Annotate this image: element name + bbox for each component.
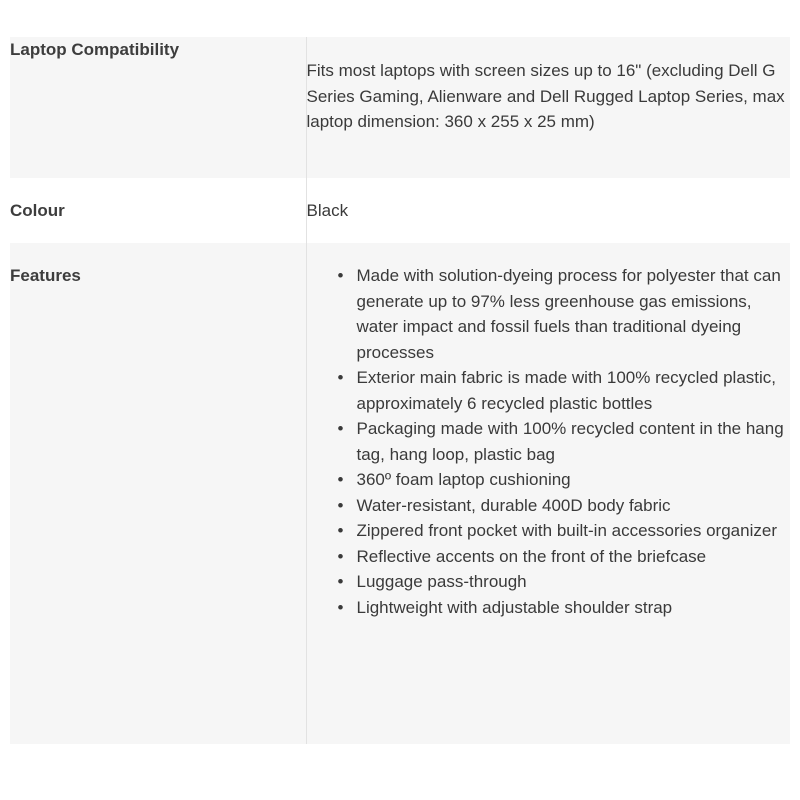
bullet-icon: • [337, 495, 344, 515]
spec-value: Black [306, 178, 790, 243]
spec-row-laptop-compatibility [10, 37, 790, 178]
list-item [337, 569, 791, 595]
feature-text: Luggage pass-through [356, 572, 527, 591]
feature-list [307, 263, 791, 620]
spec-label: Laptop Compatibility [10, 37, 306, 178]
list-item [337, 365, 791, 416]
bullet-icon: • [337, 546, 344, 566]
list-item [337, 467, 791, 493]
specifications-table [10, 37, 790, 744]
bullet-icon: • [337, 266, 344, 285]
feature-text: Lightweight with adjustable shoulder strap [356, 597, 673, 617]
list-item [337, 493, 791, 519]
list-item [337, 416, 791, 467]
spec-label: Colour [10, 178, 306, 243]
list-item [337, 595, 791, 621]
list-item [337, 544, 791, 570]
spec-row-features [10, 243, 790, 744]
feature-text: Exterior main fabric is made with 100% recycled plastic, approximately 6 recycled plastic bottles [356, 368, 776, 413]
list-item [337, 518, 791, 544]
feature-text: Zippered front pocket with built-in accessories organizer [356, 521, 777, 540]
bullet-icon: • [337, 597, 344, 617]
feature-text: Packaging made with 100% recycled content in the hang tag, hang loop, plastic bag [356, 419, 784, 464]
spec-label: Features [10, 243, 306, 744]
spec-row-colour [10, 178, 790, 243]
bullet-icon: • [337, 419, 344, 438]
feature-text: Water-resistant, durable 400D body fabric [356, 495, 671, 515]
bullet-icon: • [337, 368, 344, 387]
bullet-icon: • [337, 521, 344, 540]
list-item [337, 263, 791, 365]
feature-text: 360º foam laptop cushioning [356, 470, 571, 489]
feature-text: Reflective accents on the front of the briefcase [356, 546, 707, 566]
bullet-icon: • [337, 470, 344, 489]
feature-text: Made with solution-dyeing process for polyester that can generate up to 97% less greenhouse gas emissions, water impact and fossil fuels than traditional dyeing processes [356, 266, 781, 362]
spec-value: Fits most laptops with screen sizes up to 16" (excluding Dell G Series Gaming, Alienware and Dell Rugged Laptop Series, max laptop dimension: 360 x 255 x 25 mm) [306, 37, 790, 178]
bullet-icon: • [337, 572, 344, 591]
spec-value [306, 243, 790, 744]
